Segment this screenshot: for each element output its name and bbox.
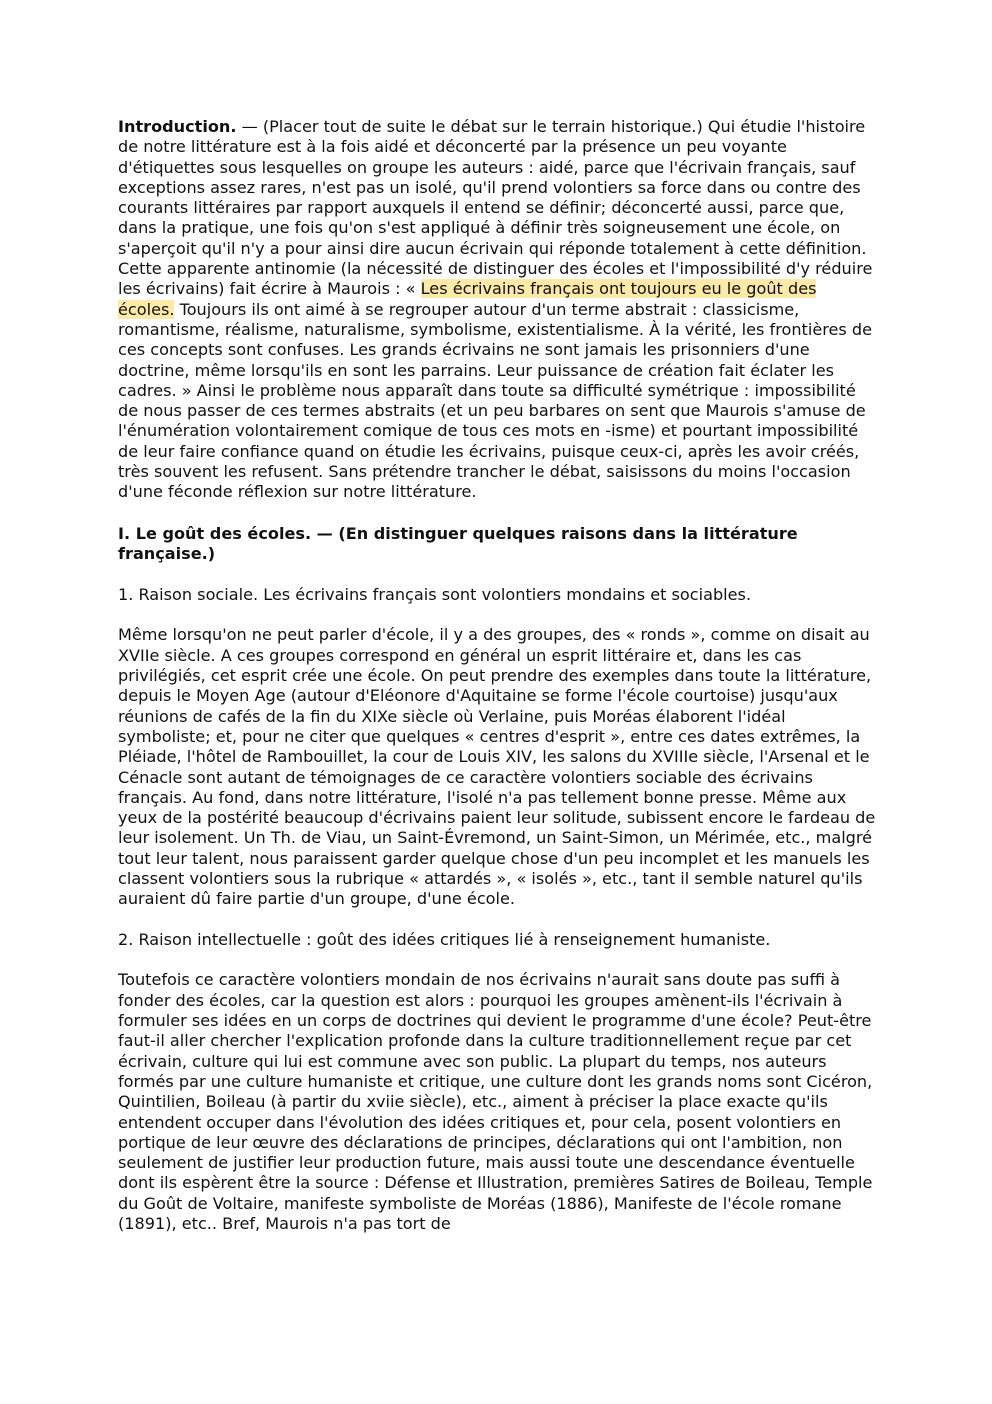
highlighted-quote: Les écrivains français ont toujours eu le goût des écoles. xyxy=(118,279,817,319)
point-1-title: 1. Raison sociale. Les écrivains français sont volontiers mondains et sociables. xyxy=(118,584,752,604)
document-page xyxy=(118,117,878,1234)
section-heading: I. Le goût des écoles. — (En distinguer quelques raisons dans la littérature française.) xyxy=(118,523,798,564)
point-2-title: 2. Raison intellectuelle : goût des idées critiques lié à renseignement humaniste. xyxy=(118,929,771,949)
point-2-body: Toutefois ce caractère volontiers mondain de nos écrivains n'aurait sans doute pas suffi à fonder des écoles, car la question est alors : pourquoi les groupes amènent-ils l'écrivain à formuler ses idées en un corps de doctrines qui devient le programme d'une école? Peut-être faut-il aller chercher l'explication profonde dans la culture traditionnellement reçue par cet écrivain, culture qui lui est commune avec son public. La plupart du temps, nos auteurs formés par une culture humaniste et critique, une culture dont les grands noms sont Cicéron, Quintilien, Boileau (à partir du xviie siècle), etc., aiment à préciser la place exacte qu'ils entendent occuper dans l'évolution des idées critiques et, pour cela, posent volontiers en portique de leur œuvre des déclarations de principes, déclarations qui ont l'ambition, non seulement de justifier leur production future, mais aussi toute une descendance éventuelle dont ils espèrent être la source : Défense et Illustration, premières Satires de Boileau, Temple du Goût de Voltaire, manifeste symboliste de Moréas (1886), Manifeste de l'école romane (1891), etc.. Bref, Maurois n'a pas tort de xyxy=(118,970,873,1234)
introduction-paragraph xyxy=(118,117,878,503)
introduction-text: — (Placer tout de suite le débat sur le terrain historique.) Qui étudie l'histoire de notre littérature est à la fois aidé et déconcerté par la présence un peu voyante d'étiquettes sous lesquelles on groupe les auteurs : aidé, parce que l'écrivain français, sauf exceptions assez rares, n'est pas un isolé, qu'il prend volontiers sa force dans ou contre des courants littéraires par rapport auxquels il entend se définir; déconcerté aussi, parce que, dans la pratique, une fois qu'on s'est appliqué à définir très soigneusement une école, on s'aperçoit qu'il n'y a pour ainsi dire aucun écrivain qui réponde totalement à cette définition. Cette apparente antinomie (la nécessité de distinguer des écoles et l'impossibilité d'y réduire les écrivains) fait écrire à Maurois : « xyxy=(118,117,873,299)
introduction-text-continued: Toujours ils ont aimé à se regrouper autour d'un terme abstrait : classicisme, romantisme, réalisme, naturalisme, symbolisme, existentialisme. À la vérité, les frontières de ces concepts sont confuses. Les grands écrivains ne sont jamais les prisonniers d'une doctrine, même lorsqu'ils en sont les parrains. Leur puissance de création fait éclater les cadres. » Ainsi le problème nous apparaît dans toute sa difficulté symétrique : impossibilité de nous passer de ces termes abstraits (et un peu barbares on sent que Maurois s'amuse de l'énumération volontairement comique de tous ces mots en -isme) et pourtant impossibilité de leur faire confiance quand on étudie les écrivains, puisque ceux-ci, après les avoir créés, très souvent les refusent. Sans prétendre trancher le débat, saisissons du moins l'occasion d'une féconde réflexion sur notre littérature. xyxy=(118,299,873,502)
introduction-heading: Introduction. xyxy=(118,117,237,136)
point-1-body: Même lorsqu'on ne peut parler d'école, il y a des groupes, des « ronds », comme on disait au XVIIe siècle. A ces groupes correspond en général un esprit littéraire et, dans les cas privilégiés, cet esprit crée une école. On peut prendre des exemples dans toute la littérature, depuis le Moyen Age (autour d'Eléonore d'Aquitaine se forme l'école courtoise) jusqu'aux réunions de cafés de la fin du XIXe siècle où Verlaine, puis Moréas élaborent l'idéal symboliste; et, pour ne citer que quelques « centres d'esprit », entre ces dates extrêmes, la Pléiade, l'hôtel de Rambouillet, la cour de Louis XIV, les salons du XVIIIe siècle, l'Arsenal et le Cénacle sont autant de témoignages de ce caractère volontiers sociable des écrivains français. Au fond, dans notre littérature, l'isolé n'a pas tellement bonne presse. Même aux yeux de la postérité beaucoup d'écrivains paient leur solitude, subissent encore le fardeau de leur isolement. Un Th. de Viau, un Saint-Évremond, un Saint-Simon, un Mérimée, etc., malgré tout leur talent, nous paraissent garder quelque chose d'un peu incomplet et les manuels les classent volontiers sous la rubrique « attardés », « isolés », etc., tant il semble naturel qu'ils auraient dû faire partie d'un groupe, d'une école. xyxy=(118,625,876,909)
